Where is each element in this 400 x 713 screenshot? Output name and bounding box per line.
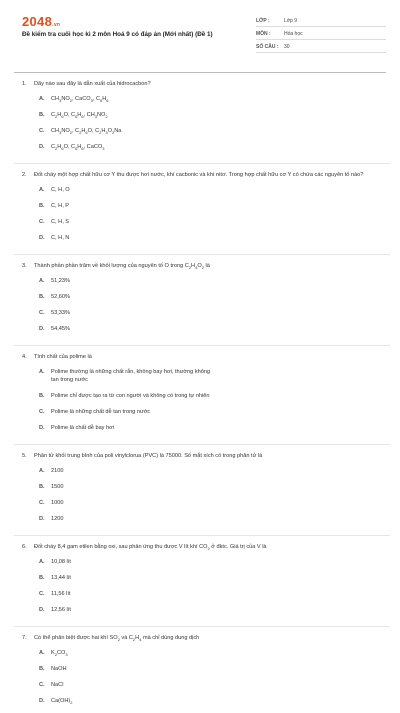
answer-option[interactable] bbox=[39, 681, 211, 689]
meta-key: SỐ CÂU : bbox=[256, 44, 279, 50]
option-text: C, H, N bbox=[51, 235, 70, 241]
option-letter: C. bbox=[39, 591, 45, 597]
question-separator bbox=[14, 444, 390, 445]
option-text: 52,60% bbox=[51, 294, 70, 300]
question-text: Đốt cháy một hợp chất hữu cơ Y thu được hơi nước, khí cacbonic và khí nitơ. Trong hợp chất hữu cơ Y có chứa các nguyên tố nào? bbox=[34, 172, 364, 178]
option-text: C, H, O bbox=[51, 187, 70, 193]
option-text: Polime là chất dễ bay hơi bbox=[51, 425, 115, 431]
option-letter: B. bbox=[39, 294, 45, 300]
answer-options bbox=[22, 467, 382, 531]
answer-option[interactable] bbox=[39, 606, 211, 614]
answer-option[interactable] bbox=[39, 408, 211, 416]
answer-option[interactable] bbox=[39, 483, 211, 491]
answer-option[interactable] bbox=[39, 293, 211, 301]
option-letter: C. bbox=[39, 682, 45, 688]
option-letter: D. bbox=[39, 516, 45, 522]
option-text: $CH_3NO_2$, CaCO$_3$, $C_6H_6$ bbox=[51, 96, 109, 104]
answer-option[interactable] bbox=[39, 325, 211, 333]
option-letter: B. bbox=[39, 393, 45, 399]
option-text: Polime chỉ được tạo ra từ con người và không có trong tự nhiên bbox=[51, 393, 210, 399]
option-text: C, H, P bbox=[51, 203, 70, 209]
option-text: $CH_3NO_2$, $C_2H_6O$, $C_2H_3O_2Na$ bbox=[51, 128, 122, 136]
question-number: 2. bbox=[22, 172, 27, 178]
option-text: 54,45% bbox=[51, 326, 70, 332]
question-item bbox=[22, 80, 382, 159]
option-letter: D. bbox=[39, 144, 45, 150]
option-letter: D. bbox=[39, 607, 45, 613]
question-item bbox=[22, 543, 382, 622]
question-separator bbox=[14, 535, 390, 536]
question-separator bbox=[14, 254, 390, 255]
answer-option[interactable] bbox=[39, 515, 211, 523]
option-text: 53,33% bbox=[51, 310, 70, 316]
question-number: 3. bbox=[22, 263, 27, 269]
question-item bbox=[22, 634, 382, 713]
option-letter: C. bbox=[39, 409, 45, 415]
option-text: 10,08 lít bbox=[51, 559, 71, 565]
answer-option[interactable] bbox=[39, 309, 211, 317]
option-letter: A. bbox=[39, 96, 45, 102]
option-text: $Ca(OH)_2$ bbox=[51, 698, 73, 706]
answer-option[interactable] bbox=[39, 590, 211, 598]
option-text: C, H, S bbox=[51, 219, 70, 225]
option-letter: A. bbox=[39, 278, 45, 284]
question-head bbox=[22, 262, 382, 270]
site-logo[interactable]: 2048.vn bbox=[22, 14, 61, 29]
option-text: 2100 bbox=[51, 468, 64, 474]
answer-option[interactable] bbox=[39, 467, 211, 475]
question-text: Đốt cháy 8,4 gam etilen bằng oxi, sau phản ứng thu được V lít khí $CO_2$ ở đktc. Giá trị của V là bbox=[34, 544, 267, 552]
answer-option[interactable] bbox=[39, 218, 211, 226]
answer-option[interactable] bbox=[39, 186, 211, 194]
question-text: Có thể phân biệt được hai khí $SO_2$ và $C_2H_4$ mà chỉ dùng dung dịch bbox=[34, 635, 200, 643]
answer-option[interactable] bbox=[39, 143, 211, 151]
option-text: Polime thường là những chất rắn, không bay hơi, thường không tan trong nước bbox=[51, 369, 211, 383]
meta-key: LỚP : bbox=[256, 18, 270, 24]
meta-row-count bbox=[256, 42, 386, 53]
question-head bbox=[22, 634, 382, 642]
meta-value: 30 bbox=[284, 44, 290, 50]
option-text: NaOH bbox=[51, 666, 67, 672]
question-item bbox=[22, 262, 382, 341]
question-separator bbox=[14, 163, 390, 164]
question-text: Phân tử khối trung bình của poli vinylclorua (PVC) là 75000. Số mắt xích có trong phân tử là bbox=[34, 453, 263, 459]
question-number: 1. bbox=[22, 81, 27, 87]
meta-row-subject bbox=[256, 29, 386, 40]
question-item bbox=[22, 452, 382, 531]
answer-option[interactable] bbox=[39, 234, 211, 242]
option-text: 11,56 lít bbox=[51, 591, 71, 597]
option-text: $C_2H_6O$, $C_6H_6$, CaCO$_3$ bbox=[51, 144, 105, 152]
option-letter: C. bbox=[39, 128, 45, 134]
option-letter: C. bbox=[39, 500, 45, 506]
answer-options bbox=[22, 186, 382, 250]
question-separator bbox=[14, 626, 390, 627]
question-number: 5. bbox=[22, 453, 27, 459]
meta-value: Lớp 9 bbox=[284, 18, 298, 24]
option-letter: C. bbox=[39, 219, 45, 225]
answer-option[interactable] bbox=[39, 127, 211, 135]
answer-option[interactable] bbox=[39, 277, 211, 285]
option-letter: A. bbox=[39, 468, 45, 474]
question-number: 7. bbox=[22, 635, 27, 641]
answer-option[interactable] bbox=[39, 697, 211, 705]
exam-meta bbox=[256, 16, 386, 55]
answer-option[interactable] bbox=[39, 202, 211, 210]
question-item bbox=[22, 171, 382, 250]
option-letter: A. bbox=[39, 650, 45, 656]
option-letter: C. bbox=[39, 310, 45, 316]
question-number: 6. bbox=[22, 544, 27, 550]
option-text: $C_2H_6O$, $C_6H_6$, $CH_3NO_2$ bbox=[51, 112, 108, 120]
answer-option[interactable] bbox=[39, 111, 211, 119]
header-divider bbox=[14, 72, 386, 73]
option-letter: D. bbox=[39, 698, 45, 704]
answer-options bbox=[22, 558, 382, 622]
option-letter: B. bbox=[39, 203, 45, 209]
option-letter: B. bbox=[39, 575, 45, 581]
option-letter: A. bbox=[39, 187, 45, 193]
answer-option[interactable] bbox=[39, 368, 211, 384]
answer-options bbox=[22, 277, 382, 341]
option-text: 51,23% bbox=[51, 278, 70, 284]
question-text: Dãy nào sau đây là dẫn xuất của hidrocacbon? bbox=[34, 81, 151, 87]
question-text: Thành phần phần trăm về khối lượng của nguyên tố O trong $C_2H_4O_2$ là bbox=[34, 263, 210, 271]
option-letter: D. bbox=[39, 425, 45, 431]
meta-row-class bbox=[256, 16, 386, 27]
question-list bbox=[22, 80, 382, 713]
option-text: 1000 bbox=[51, 500, 64, 506]
option-text: NaCl bbox=[51, 682, 64, 688]
question-head bbox=[22, 452, 382, 460]
option-letter: A. bbox=[39, 559, 45, 565]
question-head bbox=[22, 171, 382, 179]
meta-key: MÔN : bbox=[256, 31, 271, 37]
answer-options bbox=[22, 368, 382, 440]
option-text: 13,44 lít bbox=[51, 575, 71, 581]
document-title: Đề kiểm tra cuối học kì 2 môn Hoá 9 có đáp án (Mới nhất) (Đề 1) bbox=[22, 31, 213, 38]
option-text: 1500 bbox=[51, 484, 64, 490]
option-text: 12,56 lít bbox=[51, 607, 71, 613]
question-number: 4. bbox=[22, 354, 27, 360]
answer-option[interactable] bbox=[39, 574, 211, 582]
option-letter: D. bbox=[39, 235, 45, 241]
option-letter: B. bbox=[39, 112, 45, 118]
option-letter: D. bbox=[39, 326, 45, 332]
question-text: Tính chất của polime là bbox=[34, 354, 92, 360]
question-separator bbox=[14, 345, 390, 346]
answer-option[interactable] bbox=[39, 95, 211, 103]
meta-value: Hóa học bbox=[284, 31, 303, 37]
option-letter: B. bbox=[39, 484, 45, 490]
answer-options bbox=[22, 649, 382, 713]
answer-option[interactable] bbox=[39, 424, 211, 432]
question-item bbox=[22, 353, 382, 440]
option-text: $K_2CO_3$ bbox=[51, 650, 68, 658]
option-text: Polime là những chất dễ tan trong nước bbox=[51, 409, 151, 415]
answer-option[interactable] bbox=[39, 392, 211, 400]
question-head bbox=[22, 80, 382, 88]
question-head bbox=[22, 353, 382, 361]
option-letter: A. bbox=[39, 369, 45, 375]
answer-option[interactable] bbox=[39, 499, 211, 507]
answer-option[interactable] bbox=[39, 558, 211, 566]
answer-option[interactable] bbox=[39, 649, 211, 657]
question-head bbox=[22, 543, 382, 551]
option-text: 1200 bbox=[51, 516, 64, 522]
answer-option[interactable] bbox=[39, 665, 211, 673]
option-letter: B. bbox=[39, 666, 45, 672]
answer-options bbox=[22, 95, 382, 159]
